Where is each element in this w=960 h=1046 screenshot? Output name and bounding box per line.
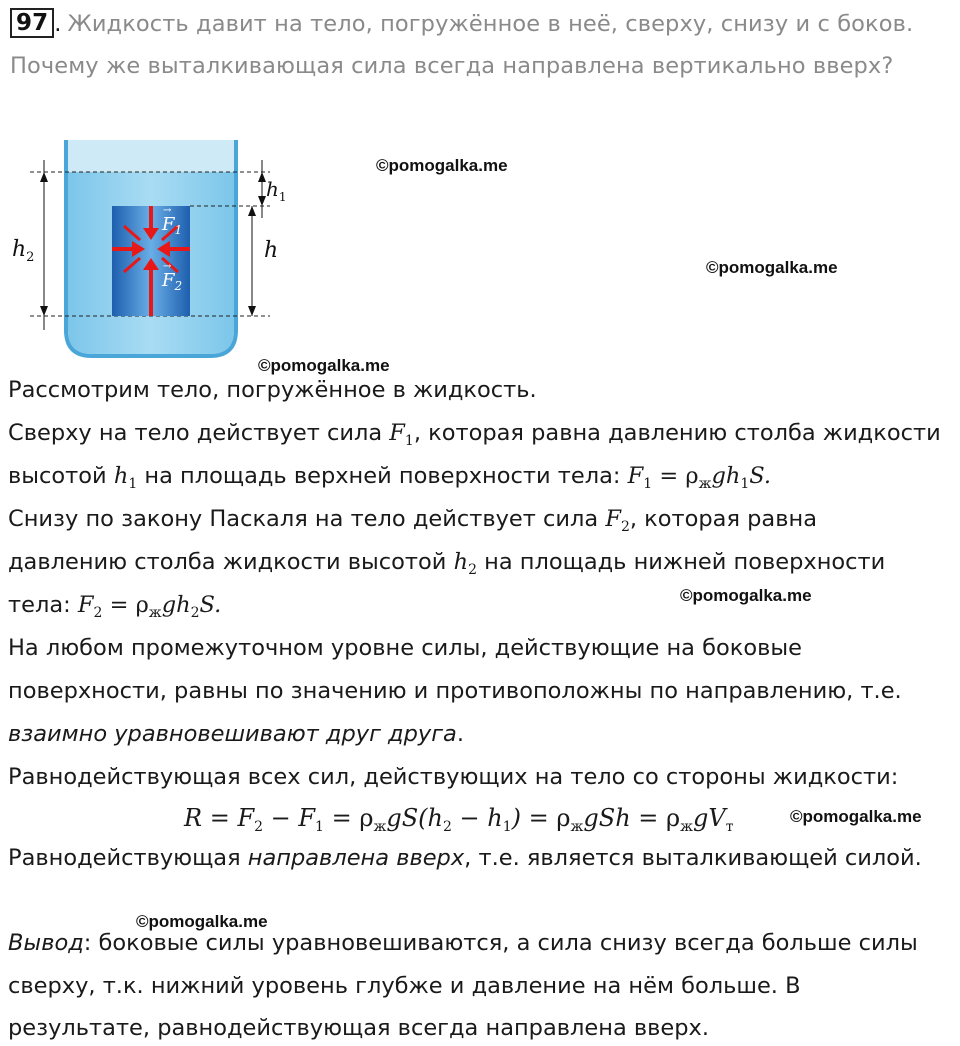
text-line-9: [8, 719, 464, 749]
text-l9-end: .: [456, 721, 464, 747]
text-line-10: Равнодействующая всех сил, действующих на тело со стороны жидкости:: [8, 764, 899, 790]
watermark-5: ©pomogalka.me: [790, 807, 922, 826]
label-F1: $F_1$: [162, 214, 183, 237]
text-l2b: , которая равна давлению столба жидкости: [413, 420, 941, 446]
label-F1-vec: →: [163, 205, 172, 216]
text-l6a: тела:: [8, 592, 78, 618]
text-line-2: [8, 418, 941, 456]
text-l4b: , которая равна: [629, 506, 817, 532]
text-line-1: Рассмотрим тело, погружённое в жидкость.: [8, 377, 537, 403]
dim-h1: [258, 160, 266, 218]
question-line-2: Почему же выталкивающая сила всегда направлена вертикально вверх?: [10, 53, 894, 79]
label-F2-vec: →: [163, 261, 172, 272]
text-l13-em: Вывод: [8, 930, 84, 956]
label-h2: $h_2$: [12, 237, 35, 265]
watermark-1: ©pomogalka.me: [376, 156, 508, 175]
text-line-12: [8, 843, 922, 873]
text-line-4: [8, 504, 817, 542]
math-F1: $F_1$: [389, 420, 414, 449]
text-line-14: сверху, т.к. нижний уровень глубже и давление на нём больше. В: [8, 973, 801, 999]
question-text-1: Жидкость давит на тело, погружённое в неё, сверху, снизу и с боков.: [67, 11, 914, 37]
watermark-3: ©pomogalka.me: [258, 356, 390, 375]
math-h2: $h_2$: [453, 549, 477, 578]
label-F2: $F_2$: [162, 270, 183, 293]
text-l13b: : боковые силы уравновешиваются, а сила снизу всегда больше силы: [83, 930, 918, 956]
watermark-2: ©pomogalka.me: [706, 258, 838, 277]
dim-h2: [40, 160, 48, 330]
text-l5a: давлению столба жидкости высотой: [8, 549, 454, 575]
text-line-3: [8, 461, 771, 499]
text-l2a: Сверху на тело действует сила: [8, 420, 390, 446]
text-l12b: , т.е. является выталкивающей силой.: [464, 845, 922, 871]
watermark-6: ©pomogalka.me: [136, 912, 268, 931]
dim-h: [248, 206, 256, 316]
text-line-8: поверхности, равны по значению и противоположны по направлению, т.е.: [8, 678, 902, 704]
math-F1-formula: $F_1 = \rho_жgh_1S$.: [627, 463, 772, 492]
math-R-formula: $R = F_2 - F_1 = \rho_жgS(h_2 - h_1) = \rho_жgSh = \rho_жgV_т$: [184, 804, 734, 835]
watermark-4: ©pomogalka.me: [680, 586, 812, 605]
math-h1: $h_1$: [113, 463, 138, 492]
text-line-13: [8, 928, 918, 958]
formula-R: [184, 803, 733, 842]
vessel-diagram: [0, 130, 300, 370]
text-l4a: Снизу по закону Паскаля на тело действует сила: [8, 506, 606, 532]
question-line-1: [10, 8, 913, 38]
question-number: 97: [10, 8, 54, 38]
text-l3b: на площадь верхней поверхности тела:: [137, 463, 628, 489]
math-F2-formula: $F_2 = \rho_жgh_2S$.: [77, 592, 222, 621]
text-l5b: на площадь нижней поверхности: [476, 549, 886, 575]
math-F2: $F_2$: [605, 506, 630, 535]
text-l9-em: взаимно уравновешивают друг друга: [8, 721, 457, 747]
text-line-15: результате, равнодействующая всегда направлена вверх.: [8, 1015, 710, 1041]
text-line-5: [8, 547, 885, 585]
text-line-6: [8, 590, 221, 628]
label-h1: $h_1$: [266, 177, 287, 204]
question-number-dot: .: [54, 11, 62, 37]
text-l12a: Равнодействующая: [8, 845, 248, 871]
text-line-7: На любом промежуточном уровне силы, действующие на боковые: [8, 635, 802, 661]
label-h: h: [264, 238, 279, 263]
text-l12-em: направлена вверх: [247, 845, 465, 871]
text-l3a: высотой: [8, 463, 114, 489]
